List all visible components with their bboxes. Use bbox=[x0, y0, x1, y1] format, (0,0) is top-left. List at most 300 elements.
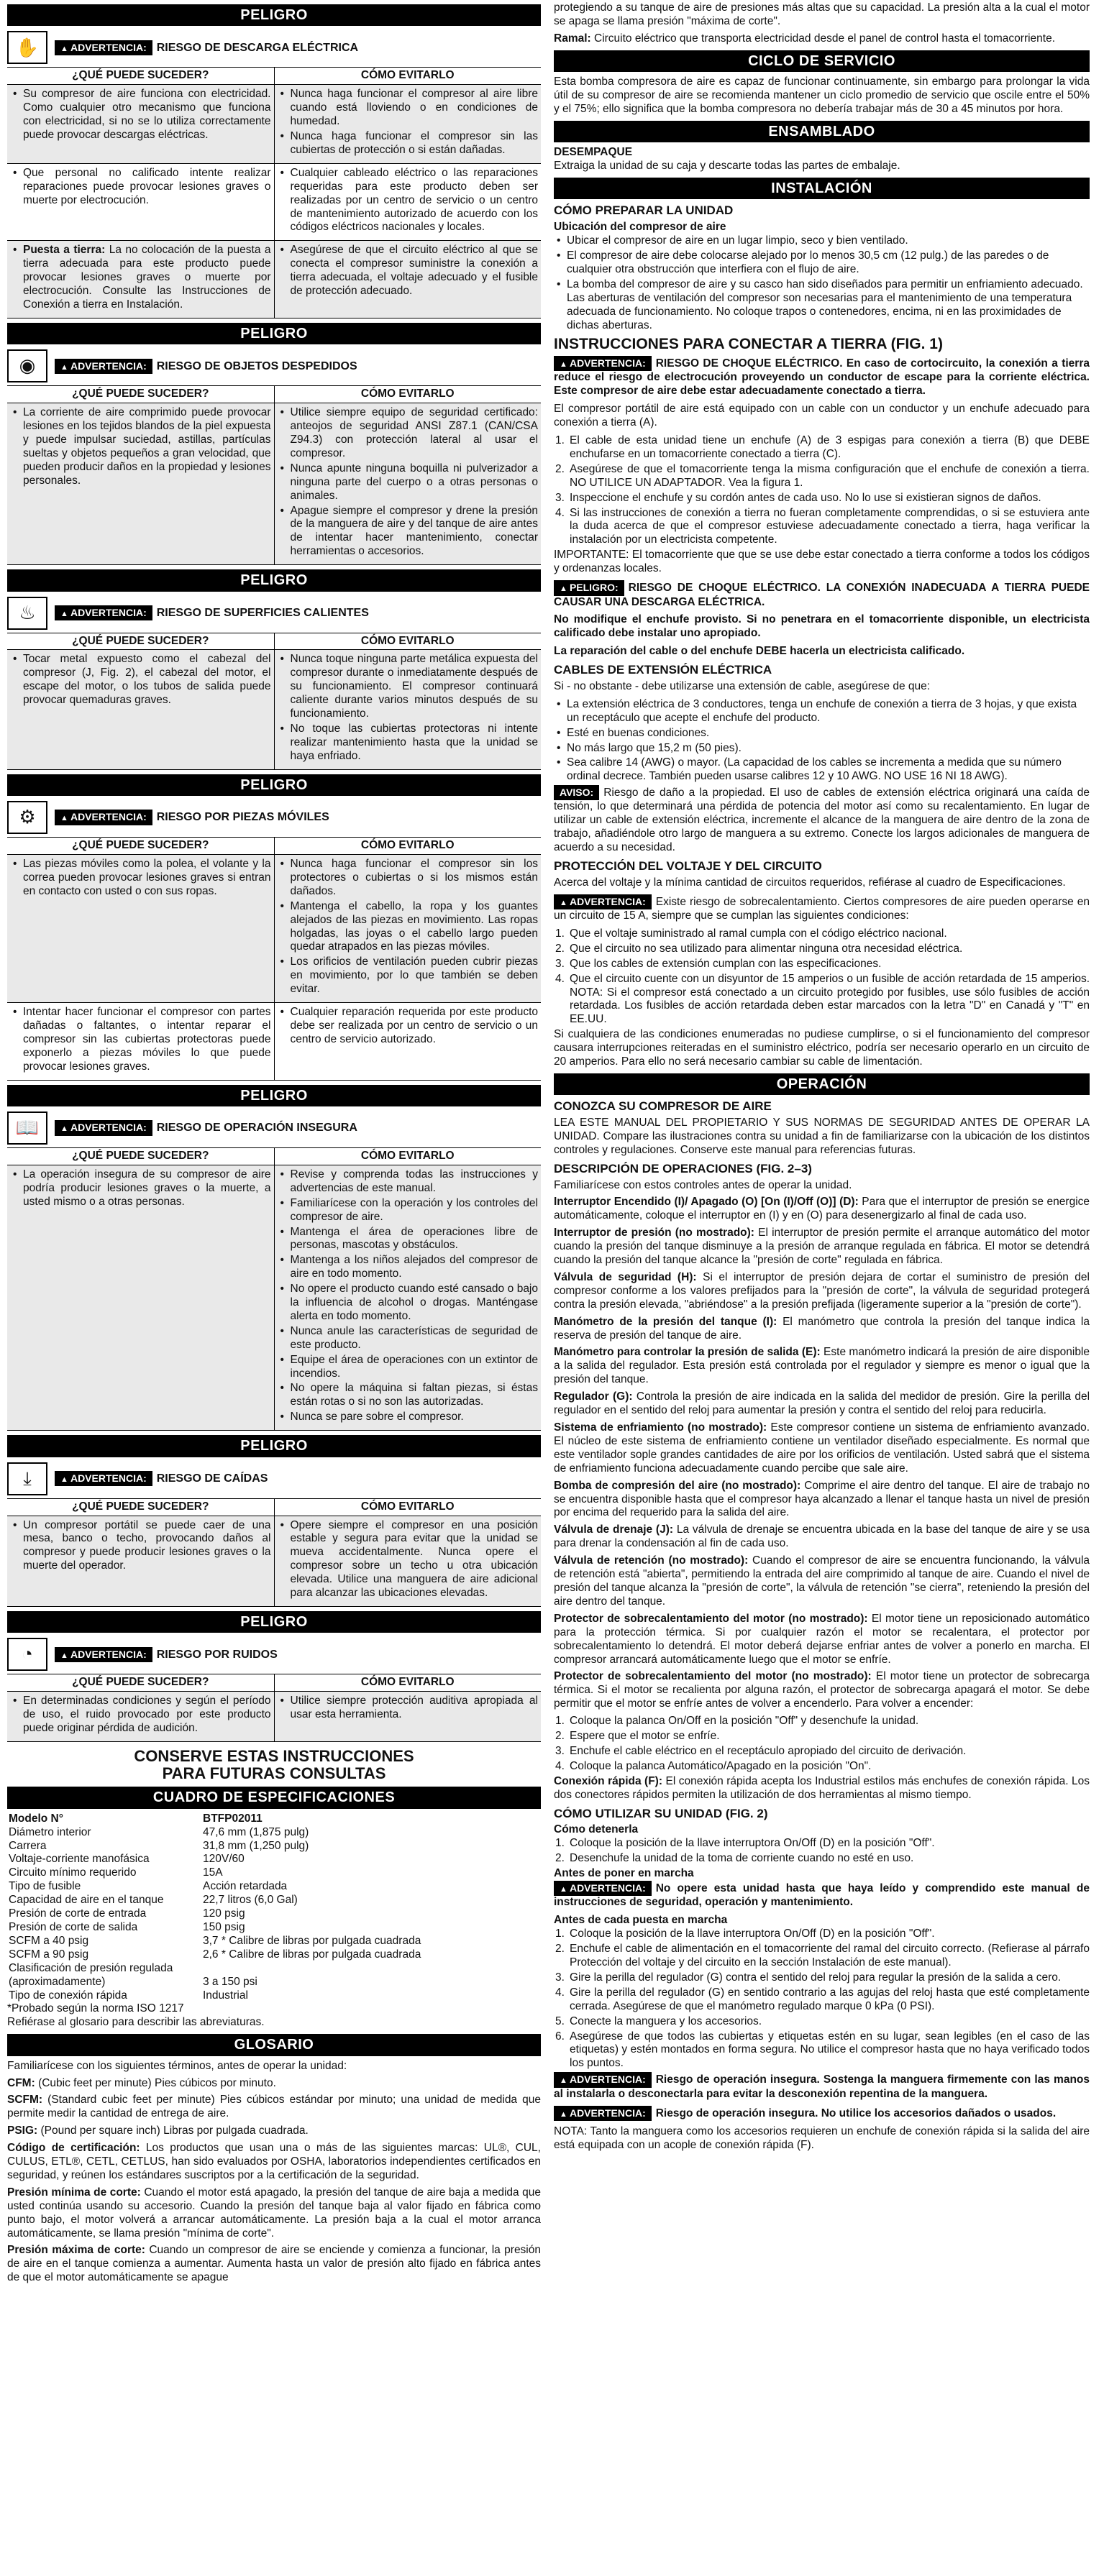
what-list bbox=[10, 167, 271, 208]
control-term: Protector de sobrecalentamiento del motor (no mostrado): bbox=[554, 1612, 868, 1625]
control-term: Protector de sobrecalentamiento del motor (no mostrado): bbox=[554, 1670, 872, 1683]
list-item: • Esté en buenas condiciones. bbox=[554, 727, 1090, 741]
list-text: Que el circuito no sea utilizado para alimentar ninguna otra necesidad eléctrica. bbox=[570, 942, 963, 955]
hazard-title-line bbox=[55, 1120, 357, 1135]
spec-note-2: Refiérase al glosario para describir las abreviaturas. bbox=[7, 2016, 265, 2029]
antes-list bbox=[554, 1928, 1090, 2071]
list-item bbox=[554, 1745, 1090, 1759]
list-item bbox=[554, 1852, 1090, 1866]
hazard-header bbox=[7, 1461, 541, 1499]
cables-list bbox=[554, 698, 1090, 784]
list-text: Coloque la posición de la llave interruptora On/Off (D) en la posición "Off". bbox=[570, 1928, 935, 1940]
how-item: • Nunca anule las características de seguridad de este producto. bbox=[278, 1325, 539, 1352]
hazard-table bbox=[7, 1499, 541, 1607]
what-item bbox=[10, 858, 271, 899]
list-item bbox=[554, 492, 1090, 505]
spec-value: 47,6 mm (1,875 pulg) bbox=[203, 1825, 309, 1838]
glossary-def: Los productos que usan una o más de las siguientes marcas: UL®, CUL, CULUS, ETL®, CETL, CETLUS, han sido evaluados por OSHA, laboratorios independientes certificados en seguridad, y reúnen los estándares suscriptos por a la certificación de la seguridad. bbox=[7, 2142, 541, 2181]
glossary-term: Código de certificación: bbox=[7, 2142, 140, 2155]
antes-warning: ▲ ADVERTENCIA: No opere esta unidad hasta que haya leído y comprendido este manual de instrucciones de seguridad, operación y mantenimiento. bbox=[554, 1881, 1090, 1910]
what-item bbox=[10, 1168, 271, 1209]
what-lead: Puesta a tierra: bbox=[23, 244, 106, 257]
ensamblado-heading: ENSAMBLADO bbox=[554, 121, 1090, 142]
moving-parts-icon: ⚙ bbox=[7, 801, 47, 834]
preparar-heading: CÓMO PREPARAR LA UNIDAD bbox=[554, 203, 734, 218]
what-text: Las piezas móviles como la polea, el volante y la correa pueden provocar lesiones graves si entran en contacto con usted o con sus ropas. bbox=[23, 858, 271, 897]
list-number: 4. bbox=[555, 1986, 565, 1999]
list-text: Desenchufe la unidad de la toma de corriente cuando no esté en uso. bbox=[570, 1852, 914, 1865]
hazard-what-cell bbox=[7, 650, 274, 769]
hazard-what-cell bbox=[7, 1165, 274, 1430]
hazard-table bbox=[7, 838, 541, 1081]
control-def: Controla la presión de aire indicada en la salida del medidor de presión. Gire la perilla del regulador en el sentido del reloj para aumentar la presión y contra el sentido del reloj para reducirla. bbox=[554, 1390, 1090, 1417]
control-description bbox=[554, 1346, 1090, 1387]
col-header-what: ¿QUÉ PUEDE SUCEDER? bbox=[7, 838, 274, 854]
glossary-item bbox=[7, 2094, 541, 2121]
instalacion-heading: INSTALACIÓN bbox=[554, 178, 1090, 199]
list-item bbox=[554, 1928, 1090, 1941]
how-list bbox=[278, 406, 539, 559]
spec-key: Voltaje-corriente manofásica bbox=[9, 1853, 150, 1866]
hazard-what-cell bbox=[7, 85, 274, 164]
control-term: Bomba de compresión del aire (no mostrado): bbox=[554, 1479, 801, 1492]
how-list bbox=[278, 1168, 539, 1424]
table-row bbox=[7, 163, 541, 241]
hazard-title-line bbox=[55, 40, 358, 55]
aviso-notice: AVISO: Riesgo de daño a la propiedad. El uso de cables de extensión eléctrica originará una caída de tensión, lo que determinará una pérdida de potencia del motor así como su recalentamiento. En lugar de utilizar un cable de extensión eléctrica, incremente el alcance de la manguera de aire dentro de la zona de trabajo, añadiéndole otro largo de manguera a su extremo. Conecte los largos adicionales de manguera de acuerdo a su necesidad. bbox=[554, 787, 1090, 854]
right-column bbox=[554, 0, 1090, 2576]
spec-value: 2,6 * Calibre de libras por pulgada cuadrada bbox=[203, 1948, 421, 1961]
col-header-what: ¿QUÉ PUEDE SUCEDER? bbox=[7, 1674, 274, 1691]
table-row bbox=[7, 855, 541, 1003]
list-number: 2. bbox=[555, 1852, 565, 1865]
what-text: Que personal no calificado intente realizar reparaciones puede provocar lesiones graves o muerte por electrocución. bbox=[23, 166, 271, 206]
control-description bbox=[554, 1316, 1090, 1343]
control-description bbox=[554, 1196, 1090, 1223]
hazard-what-cell bbox=[7, 855, 274, 1003]
how-item: • Cualquier reparación requerida por este producto debe ser realizada por un centro de servicio o un centro de servicio autorizado. bbox=[278, 1006, 539, 1047]
list-item: • El compresor de aire debe colocarse alejado por lo menos 30,5 cm (12 pulg.) de las paredes o de cualquier otra obstrucción que interfiera con el flujo de aire. bbox=[554, 249, 1090, 277]
table-row bbox=[7, 1003, 541, 1081]
col-header-how: CÓMO EVITARLO bbox=[274, 68, 541, 84]
hazard-title: RIESGO DE OPERACIÓN INSEGURA bbox=[156, 1122, 357, 1135]
danger-banner: PELIGRO bbox=[7, 4, 541, 26]
control-term: Válvula de drenaje (J): bbox=[554, 1523, 674, 1536]
how-item: • Nunca apunte ninguna boquilla ni pulverizador a ninguna parte del cuerpo o a otras personas o animales. bbox=[278, 462, 539, 503]
hazard-header bbox=[7, 348, 541, 386]
how-list bbox=[278, 1519, 539, 1600]
list-text: Enchufe el cable de alimentación en el tomacorriente del ramal del circuito correcto. (Refierase al párrafo Protección del voltaje y del circuito en la sección Instalación de este manual). bbox=[570, 1943, 1090, 1968]
danger-banner: PELIGRO bbox=[7, 774, 541, 796]
list-number: 4. bbox=[555, 1759, 565, 1772]
what-text: Intentar hacer funcionar el compresor con partes dañadas o faltantes, o intentar reparar el compresor sin las cubiertas protectoras puede exponerlo a piezas móviles lo que puede provocar lesiones graves. bbox=[23, 1006, 271, 1073]
what-list bbox=[10, 1006, 271, 1074]
list-item bbox=[554, 1760, 1090, 1774]
hazard-title: RIESGO DE OBJETOS DESPEDIDOS bbox=[156, 359, 357, 372]
col-header-how: CÓMO EVITARLO bbox=[274, 1674, 541, 1691]
electric-hand-icon: ✋ bbox=[7, 31, 47, 64]
list-text: Coloque la palanca On/Off en la posición "Off" y desenchufe la unidad. bbox=[570, 1715, 919, 1728]
spec-key: (aproximadamente) bbox=[9, 1975, 106, 1988]
how-item: • Revise y comprenda todas las instrucciones y advertencias de este manual. bbox=[278, 1168, 539, 1196]
manual-icon: 📖 bbox=[7, 1111, 47, 1145]
spec-value: Industrial bbox=[203, 1989, 248, 2002]
danger-badge: ▲ PELIGRO: bbox=[554, 580, 624, 595]
control-def: Cuando el compresor de aire se encuentra funcionando, la válvula de retención está "abierta", permitiendo la entrada del aire comprimido al tanque de aire. Cuando el nivel de presión del tanque alcanza la "presión de corte", la válvula de retención "se cierra", reteniendo la presión del aire dentro del tanque. bbox=[554, 1554, 1090, 1608]
list-text: Asegúrese de que el tomacorriente tenga la misma configuración que el enchufe de conexión a tierra. NO UTILICE UN ADAPTADOR. Vea la figura 1. bbox=[570, 462, 1090, 489]
control-def: Este manómetro indicará la presión de aire disponible a la salida del regulador. Esta presión está controlada por el regulador y siempre es menor o igual que la presión del tanque. bbox=[554, 1346, 1090, 1386]
tierra-warning: ▲ ADVERTENCIA: RIESGO DE CHOQUE ELÉCTRICO. En caso de cortocircuito, la conexión a tierra reduce el riesgo de electrocución proveyendo un conductor de escape para la corriente eléctrica. Este compresor de aire debe estar adecuadamente conectado a tierra. bbox=[554, 356, 1090, 398]
control-description bbox=[554, 1227, 1090, 1268]
list-text: Inspeccione el enchufe y su cordón antes de cada uso. No lo use si existieran signos de daños. bbox=[570, 491, 1041, 504]
spec-row bbox=[7, 1812, 541, 1826]
what-text: Un compresor portátil se puede caer de una mesa, banco o techo, provocando daños al compresor y puede producir lesiones graves o la muerte del operador. bbox=[23, 1518, 271, 1572]
tierra-list bbox=[554, 434, 1090, 547]
spec-row bbox=[7, 1840, 541, 1853]
what-text: La operación insegura de su compresor de aire podría producir lesiones graves o la muerte, a usted mismo o a otras personas. bbox=[23, 1168, 271, 1208]
list-number: 2. bbox=[555, 942, 565, 955]
spec-row bbox=[7, 1907, 541, 1921]
spec-note-1: *Probado según la norma ISO 1217 bbox=[7, 2002, 184, 2015]
spec-value: 3 a 150 psi bbox=[203, 1975, 257, 1988]
falling-icon: ⤓ bbox=[7, 1462, 47, 1495]
no-modifique-text: No modifique el enchufe provisto. Si no penetrara en el tomacorriente disponible, un electricista calificado debe instalar uno apropiado. bbox=[554, 613, 1090, 640]
glossary-item bbox=[7, 2124, 541, 2138]
how-item: • Mantenga a los niños alejados del compresor de aire en todo momento. bbox=[278, 1254, 539, 1281]
goggles-icon: ◉ bbox=[7, 349, 47, 382]
descripcion-intro: Familiarícese con estos controles antes de operar la unidad. bbox=[554, 1178, 852, 1191]
control-description bbox=[554, 1554, 1090, 1609]
aviso-badge: AVISO: bbox=[554, 785, 599, 800]
danger-banner: PELIGRO bbox=[7, 1085, 541, 1106]
hazard-title: RIESGO DE CAÍDAS bbox=[156, 1472, 268, 1485]
spec-value: 3,7 * Calibre de libras por pulgada cuadrada bbox=[203, 1934, 421, 1947]
list-item bbox=[554, 1971, 1090, 1985]
what-list bbox=[10, 1519, 271, 1574]
list-text: Gire la perilla del regulador (G) contra el sentido del reloj para regular la presión de la salida a cero. bbox=[570, 1971, 1062, 1984]
col-header-what: ¿QUÉ PUEDE SUCEDER? bbox=[7, 386, 274, 403]
spec-row bbox=[7, 1989, 541, 2003]
glossary-heading: GLOSARIO bbox=[7, 2034, 541, 2055]
spec-row bbox=[7, 1826, 541, 1840]
control-def: Este compresor contiene un sistema de enfriamiento avanzado. El núcleo de este sistema de enfriamiento contiene un ventilador diseñado especialmente. Es normal que este ventilador sople grandes cantidades de aire por los orificios de ventilación. Usted sabrá que el sistema de enfriamiento funciona adecuadamente cuando percibe que sale aire. bbox=[554, 1421, 1090, 1475]
list-text: Si las instrucciones de conexión a tierra no fueran completamente comprendidas, o si se estuviera ante la duda acerca de que el compresor estuviese adecuadamente conectado a tierra, haga verificar la instalación por un electricista competente. bbox=[570, 506, 1090, 546]
spec-row bbox=[7, 1962, 541, 1976]
spec-row bbox=[7, 1921, 541, 1935]
how-list bbox=[278, 858, 539, 996]
hazard-title-line bbox=[55, 1647, 278, 1662]
hazard-table bbox=[7, 1148, 541, 1431]
final-warning-1: ▲ ADVERTENCIA: Riesgo de operación insegura. Sostenga la manguera firmemente con las manos al instalarla o desconectarla para evitar la desconexión repentina de la manguera. bbox=[554, 2072, 1090, 2101]
spec-key: Presión de corte de entrada bbox=[9, 1907, 147, 1920]
glossary-ramal: Ramal: Circuito eléctrico que transporta electricidad desde el panel de control hasta el tomacorriente. bbox=[554, 32, 1056, 45]
glossary-item bbox=[7, 2142, 541, 2183]
final-warning-2: ▲ ADVERTENCIA: Riesgo de operación insegura. No utilice los accesorios dañados o usados. bbox=[554, 2106, 1090, 2121]
spec-heading: CUADRO DE ESPECIFICACIONES bbox=[7, 1787, 541, 1808]
control-term: Sistema de enfriamiento (no mostrado): bbox=[554, 1421, 767, 1434]
what-item bbox=[10, 653, 271, 707]
spec-key: Diámetro interior bbox=[9, 1825, 91, 1838]
conozca-heading: CONOZCA SU COMPRESOR DE AIRE bbox=[554, 1099, 772, 1114]
how-item: • Asegúrese de que el circuito eléctrico al que se conecta el compresor suministre la conexión a tierra adecuada, el voltaje adecuado y el fusible de protección adecuado. bbox=[278, 244, 539, 298]
how-item: • Los orificios de ventilación pueden cubrir piezas en movimiento, por lo que también se deben evitar. bbox=[278, 955, 539, 996]
warning-badge: ▲ ADVERTENCIA: bbox=[554, 356, 652, 371]
spec-key: Presión de corte de salida bbox=[9, 1920, 138, 1933]
warning-badge: ▲ ADVERTENCIA: bbox=[55, 605, 152, 620]
hazard-how-cell bbox=[274, 1516, 541, 1606]
list-text: Gire la perilla del regulador (G) en sentido contrario a las agujas del reloj hasta que esté completamente cerrada. Asegúrese de que el manómetro regulado marque 0 kPa (0 PSI). bbox=[570, 1986, 1090, 2012]
list-item bbox=[554, 1715, 1090, 1728]
warning-badge: ▲ ADVERTENCIA: bbox=[554, 894, 652, 909]
how-item: • No opere el producto cuando esté cansado o bajo la influencia de alcohol o drogas. Manténgase alerta en todo momento. bbox=[278, 1283, 539, 1324]
spec-row bbox=[7, 1894, 541, 1907]
importante-note: IMPORTANTE: El tomacorriente que que se use debe estar conectado a tierra conforme a todos los códigos y ordenanzas locales. bbox=[554, 549, 1090, 575]
list-text: Coloque la posición de la llave interruptora On/Off (D) en la posición "Off". bbox=[570, 1837, 935, 1850]
proteccion-list bbox=[554, 927, 1090, 1027]
how-item: • No toque las cubiertas protectoras ni intente realizar mantenimiento hasta que la unidad se haya enfriado. bbox=[278, 723, 539, 764]
hazard-table bbox=[7, 1674, 541, 1742]
col-header-how: CÓMO EVITARLO bbox=[274, 386, 541, 403]
how-item: • Utilice siempre protección auditiva apropiada al usar esta herramienta. bbox=[278, 1695, 539, 1722]
list-item: • La extensión eléctrica de 3 conductores, tenga un enchufe de conexión a tierra de 3 hojas, y que exista un receptáculo que acepte el enchufe del producto. bbox=[554, 698, 1090, 725]
list-item: • La bomba del compresor de aire y su casco han sido diseñados para permitir un enfriamiento adecuado. Las aberturas de ventilación del compresor son necesarias para el mantenimiento de una temperatura adecuada de funcionamiento. No coloque trapos o contenedores, encima, ni en las proximidades de dichas aberturas. bbox=[554, 278, 1090, 333]
col-header-what: ¿QUÉ PUEDE SUCEDER? bbox=[7, 68, 274, 84]
control-description bbox=[554, 1613, 1090, 1667]
how-item: • Nunca haga funcionar el compresor al aire libre cuando está lloviendo o en condiciones de humedad. bbox=[278, 88, 539, 129]
what-item bbox=[10, 167, 271, 208]
how-item: • Mantenga el cabello, la ropa y los guantes alejados de las piezas en movimiento. Las ropas holgadas, las joyas o el cabello largo pueden quedar atrapados en las piezas móviles. bbox=[278, 900, 539, 955]
what-item bbox=[10, 88, 271, 142]
hazard-table bbox=[7, 633, 541, 770]
list-text: Coloque la palanca Automático/Apagado en la posición "On". bbox=[570, 1759, 872, 1772]
what-item bbox=[10, 1695, 271, 1736]
conserve-instructions bbox=[7, 1748, 541, 1782]
controls-list bbox=[554, 1196, 1090, 1711]
spec-row bbox=[7, 1853, 541, 1866]
list-text: Espere que el motor se enfríe. bbox=[570, 1730, 720, 1743]
proteccion-end: Si cualquiera de las condiciones enumeradas no pudiese cumplirse, o si el funcionamiento del compresor causara interrupciones reiteradas en el suministro eléctrico, podría ser necesario operarlo en un circuito de 20 amperios. Para ello no será necesario cambiar su cable de limentación. bbox=[554, 1028, 1090, 1068]
table-row bbox=[7, 403, 541, 565]
warning-badge: ▲ ADVERTENCIA: bbox=[55, 40, 152, 55]
col-header-what: ¿QUÉ PUEDE SUCEDER? bbox=[7, 633, 274, 650]
what-item bbox=[10, 1519, 271, 1574]
list-number: 1. bbox=[555, 1928, 565, 1940]
control-term: Manómetro de la presión del tanque (I): bbox=[554, 1315, 777, 1328]
spec-key: Tipo de conexión rápida bbox=[9, 1989, 127, 2002]
what-list bbox=[10, 406, 271, 487]
glossary-term: Presión máxima de corte: bbox=[7, 2244, 145, 2257]
control-description bbox=[554, 1670, 1090, 1711]
how-list bbox=[278, 167, 539, 235]
what-text: En determinadas condiciones y según el período de uso, el ruido provocado por este producto puede originar pérdida de audición. bbox=[23, 1695, 271, 1735]
list-item bbox=[554, 958, 1090, 971]
col-header-how: CÓMO EVITARLO bbox=[274, 838, 541, 854]
detener-list bbox=[554, 1837, 1090, 1866]
warning-badge: ▲ ADVERTENCIA: bbox=[554, 2106, 652, 2121]
hazard-table bbox=[7, 68, 541, 318]
hazard-header bbox=[7, 29, 541, 68]
hazard-how-cell bbox=[274, 855, 541, 1003]
list-number: 2. bbox=[555, 1730, 565, 1743]
hazard-header bbox=[7, 595, 541, 633]
how-item: • Nunca haga funcionar el compresor sin los protectores o cubiertas o si los mismos están dañados. bbox=[278, 858, 539, 899]
hazard-how-cell bbox=[274, 163, 541, 241]
warning-badge: ▲ ADVERTENCIA: bbox=[55, 1647, 152, 1662]
hazard-title: RIESGO DE DESCARGA ELÉCTRICA bbox=[156, 41, 359, 54]
control-term: Válvula de seguridad (H): bbox=[554, 1270, 697, 1283]
control-def: Si el interruptor de presión dejara de cortar el suministro de presión del compresor conforme a los valores prefijados para la "presión de corte", la válvula de seguridad protegerá contra la presión elevada, "abriéndose" a la presión prefijada (ligeramente superior a la "presión de corte"). bbox=[554, 1270, 1090, 1311]
spec-row bbox=[7, 1976, 541, 1989]
hot-surface-icon: ♨ bbox=[7, 597, 47, 630]
how-item: • Mantenga el área de operaciones libre de personas, mascotas y obstáculos. bbox=[278, 1226, 539, 1253]
danger-banner: PELIGRO bbox=[7, 1611, 541, 1633]
tierra-heading: INSTRUCCIONES PARA CONECTAR A TIERRA (FIG. 1) bbox=[554, 336, 943, 353]
list-item bbox=[554, 1837, 1090, 1851]
hazard-what-cell bbox=[7, 163, 274, 241]
ear-protection-icon: ◔ bbox=[7, 1638, 47, 1671]
list-text: Asegúrese de que todos las cubiertas y etiquetas estén en su lugar, sean legibles (en el caso de las etiquetas) y estén montados en forma segura. No utilice el compresor hasta que no haya verificado todos los puntos. bbox=[570, 2030, 1090, 2070]
control-def: Comprime el aire dentro del tanque. El aire de trabajo no se encuentra disponible hasta que el compresor haya alcanzado a llenar el tanque hasta un nivel de presión por encima del requerido para la salida del aire. bbox=[554, 1479, 1090, 1519]
proteccion-heading: PROTECCIÓN DEL VOLTAJE Y DEL CIRCUITO bbox=[554, 858, 822, 873]
hazard-title-line bbox=[55, 359, 357, 374]
control-description bbox=[554, 1523, 1090, 1551]
hazard-what-cell bbox=[7, 1692, 274, 1742]
nota-final: NOTA: Tanto la manguera como los accesorios requieren un enchufe de conexión rápida si la salida del aire está equipada con un acople de conexión rápida (F). bbox=[554, 2124, 1090, 2151]
what-list bbox=[10, 858, 271, 899]
list-item bbox=[554, 1730, 1090, 1743]
how-item: • Opere siempre el compresor en una posición estable y segura para evitar que la unidad se mueva accidentalmente. Nunca opere el compresor sobre un techo u otra ubicación elevada. Utilice una manguera de aire adicional para alcanzar las ubicaciones elevadas. bbox=[278, 1519, 539, 1600]
hazard-how-cell bbox=[274, 85, 541, 164]
spec-value: Acción retardada bbox=[203, 1880, 288, 1893]
warning-badge: ▲ ADVERTENCIA: bbox=[55, 1120, 152, 1135]
list-number: 1. bbox=[555, 434, 565, 447]
glossary-term: CFM: bbox=[7, 2076, 35, 2089]
glossary-item bbox=[7, 2186, 541, 2241]
hazard-title-line bbox=[55, 605, 369, 620]
danger-banner: PELIGRO bbox=[7, 323, 541, 344]
how-list bbox=[278, 653, 539, 763]
danger-banner: PELIGRO bbox=[7, 569, 541, 591]
hazard-how-cell bbox=[274, 241, 541, 318]
what-text: La no colocación de la puesta a tierra adecuada para este producto puede provocar lesiones graves o muerte por electrocución. Consulte las Instrucciones de Conexión a tierra en Instalación. bbox=[23, 244, 271, 311]
hazard-what-cell bbox=[7, 403, 274, 565]
list-item: • No más largo que 15,2 m (50 pies). bbox=[554, 742, 1090, 756]
list-item bbox=[554, 463, 1090, 490]
list-item bbox=[554, 943, 1090, 956]
table-row bbox=[7, 1516, 541, 1606]
spec-key: SCFM a 90 psig bbox=[9, 1948, 89, 1961]
what-list bbox=[10, 244, 271, 312]
hazard-title: RIESGO POR RUIDOS bbox=[156, 1648, 278, 1661]
control-description bbox=[554, 1390, 1090, 1418]
glossary-def: (Standard cubic feet per minute) Pies cúbicos estándar por minuto; una unidad de medida que permite medir la cantidad de entrega de aire. bbox=[7, 2094, 541, 2120]
list-text: Que el circuito cuente con un disyuntor de 15 amperios o un fusible de acción retardada de 15 amperios. NOTA: Si el compresor está conectado a un circuito protegido por fusibles, use sólo fusibles de acción retardada. Los fusibles de acción retardada deben estar marcados con la letra "D" en Canadá y "T" en EE.UU. bbox=[570, 972, 1090, 1026]
list-text: El cable de esta unidad tiene un enchufe (A) de 3 espigas para conexión a tierra (B) que DEBE enchufarse en un tomacorriente conectado a tierra (C). bbox=[570, 434, 1090, 460]
cables-heading: CABLES DE EXTENSIÓN ELÉCTRICA bbox=[554, 663, 772, 677]
spec-key: Capacidad de aire en el tanque bbox=[9, 1894, 164, 1907]
spec-key: SCFM a 40 psig bbox=[9, 1934, 89, 1947]
spec-value: 15A bbox=[203, 1866, 223, 1879]
control-def: El interruptor de presión permite el arranque automático del motor cuando la presión del tanque disminuye a la presión de arranque regulada en fábrica. El motor se detendrá cuando la presión del tanque alcance la "presión de corte" regulada en fábrica. bbox=[554, 1227, 1090, 1267]
antes-carga-title: Antes de cada puesta en marcha bbox=[554, 1914, 728, 1927]
ciclo-text: Esta bomba compresora de aire es capaz de funcionar continuamente, sin embargo para prolongar la vida útil de su compresor de aire se recomienda mantener un ciclo promedio de servicio que oscile entre el 50% y el 75%; ello significa que la bomba compresora no debería trabajar más de 30 a 45 minutos por hora. bbox=[554, 75, 1090, 115]
list-item bbox=[554, 507, 1090, 548]
hazard-table bbox=[7, 386, 541, 565]
table-row bbox=[7, 1692, 541, 1742]
cables-intro: Si - no obstante - debe utilizarse una extensión de cable, asegúrese de que: bbox=[554, 679, 931, 692]
warning-badge: ▲ ADVERTENCIA: bbox=[55, 1471, 152, 1486]
spec-value: 150 psig bbox=[203, 1920, 245, 1933]
warning-badge: ▲ ADVERTENCIA: bbox=[554, 1881, 652, 1896]
spec-value: 31,8 mm (1,250 pulg) bbox=[203, 1839, 309, 1852]
control-def: El manómetro que controla la presión del tanque indica la reserva de presión del tanque de aire. bbox=[554, 1315, 1090, 1342]
control-term: Interruptor Encendido (I)/ Apagado (O) [On (I)/Off (O)] (D): bbox=[554, 1196, 859, 1209]
list-item: • Sea calibre 14 (AWG) o mayor. (La capacidad de los cables se incrementa a medida que su número ordinal decrece. También pueden usarse calibres 12 y 10 AWG. NO USE 16 NI 18 AWG). bbox=[554, 756, 1090, 784]
hazard-title-line bbox=[55, 1471, 268, 1486]
glossary-term: Presión mínima de corte: bbox=[7, 2186, 141, 2199]
list-text: Que el voltaje suministrado al ramal cumpla con el código eléctrico nacional. bbox=[570, 927, 947, 940]
list-number: 2. bbox=[555, 462, 565, 475]
desempaque-text: Extraiga la unidad de su caja y descarte todas las partes de embalaje. bbox=[554, 160, 900, 173]
spec-key: Modelo N° bbox=[9, 1812, 63, 1825]
list-number: 3. bbox=[555, 957, 565, 970]
ubicacion-list bbox=[554, 234, 1090, 332]
left-column bbox=[7, 0, 541, 2576]
detener-title: Cómo detenerla bbox=[554, 1823, 639, 1836]
what-text: Tocar metal expuesto como el cabezal del compresor (J, Fig. 2), el cabezal del motor, el escape del motor, o los tubos de salida puede provocar quemaduras graves. bbox=[23, 653, 271, 707]
proteccion-warning: ▲ ADVERTENCIA: Existe riesgo de sobrecalentamiento. Ciertos compresores de aire pueden operarse en un circuito de 15 A, siempre que se cumplan las siguientes condiciones: bbox=[554, 894, 1090, 923]
hazard-what-cell bbox=[7, 1516, 274, 1606]
how-item: • No opere la máquina si faltan piezas, si éstas están rotas o si no son las autorizadas. bbox=[278, 1382, 539, 1409]
spec-key: Carrera bbox=[9, 1839, 47, 1852]
warning-badge: ▲ ADVERTENCIA: bbox=[55, 359, 152, 374]
how-item: • Apague siempre el compresor y drene la presión de la manguera de aire y del tanque de aire antes de intentar hacer mantenimiento, conectar herramientas o accesorios. bbox=[278, 505, 539, 559]
col-header-how: CÓMO EVITARLO bbox=[274, 1499, 541, 1516]
glossary-def: (Pound per square inch) Libras por pulgada cuadrada. bbox=[40, 2124, 309, 2137]
spec-value: 120 psig bbox=[203, 1907, 245, 1920]
spec-key: Tipo de fusible bbox=[9, 1880, 81, 1893]
operacion-heading: OPERACIÓN bbox=[554, 1073, 1090, 1095]
how-item: • Nunca toque ninguna parte metálica expuesta del compresor durante o inmediatamente después de su funcionamiento. El compresor continuará caliente durante varios minutos después de su funcionamiento. bbox=[278, 653, 539, 721]
hazard-how-cell bbox=[274, 1692, 541, 1742]
control-term: Manómetro para controlar la presión de salida (E): bbox=[554, 1346, 821, 1359]
list-item bbox=[554, 2030, 1090, 2071]
hazard-how-cell bbox=[274, 403, 541, 565]
list-item bbox=[554, 1986, 1090, 2014]
table-row bbox=[7, 1165, 541, 1430]
how-item: • Nunca se pare sobre el compresor. bbox=[278, 1411, 539, 1424]
conserve-line-2: PARA FUTURAS CONSULTAS bbox=[162, 1764, 386, 1783]
what-list bbox=[10, 88, 271, 142]
list-text: Que los cables de extensión cumplan con las especificaciones. bbox=[570, 957, 882, 970]
spec-table bbox=[7, 1812, 541, 2003]
spec-key: Clasificación de presión regulada bbox=[9, 1961, 173, 1974]
how-list bbox=[278, 244, 539, 298]
utilizar-heading: CÓMO UTILIZAR SU UNIDAD (FIG. 2) bbox=[554, 1806, 768, 1820]
what-item bbox=[10, 244, 271, 312]
spec-row bbox=[7, 1880, 541, 1894]
control-def: Para que el interruptor de presión se energice automáticamente, coloque el interruptor en (I) y en (O) para desenergizarlo al final de cada uso. bbox=[554, 1196, 1090, 1222]
table-row bbox=[7, 85, 541, 164]
spec-value: 22,7 litros (6,0 Gal) bbox=[203, 1894, 298, 1907]
control-description bbox=[554, 1480, 1090, 1521]
what-list bbox=[10, 1168, 271, 1209]
spec-value bbox=[201, 1962, 541, 1976]
hazard-title-line bbox=[55, 810, 329, 825]
control-term: Interruptor de presión (no mostrado): bbox=[554, 1227, 754, 1239]
table-row bbox=[7, 650, 541, 769]
glossary-intro: Familiarícese con los siguientes términos, antes de operar la unidad: bbox=[7, 2059, 347, 2072]
